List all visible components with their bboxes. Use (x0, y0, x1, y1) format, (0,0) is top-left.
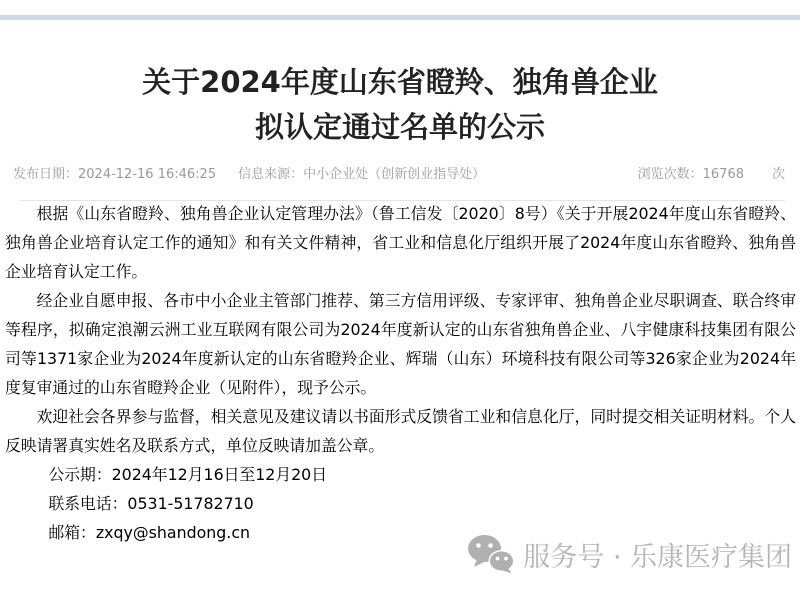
paragraph-feedback: 欢迎社会各界参与监督，相关意见及建议请以书面形式反馈省工业和信息化厅，同时提交相关证明材料。个人反映请署真实姓名及联系方式，单位反映请加盖公章。 (5, 407, 796, 455)
publish-date-value: 2024-12-16 16:46:25 (78, 167, 217, 182)
wechat-icon (467, 534, 515, 574)
watermark-text: 服务号 · 乐康医疗集团 (523, 541, 792, 573)
info-source (238, 163, 485, 182)
view-count (638, 163, 785, 182)
page-title-line-1: 关于2024年度山东省瞪羚、独角兽企业 (142, 65, 658, 99)
wechat-watermark (467, 534, 792, 574)
view-count-label: 浏览次数： (637, 167, 703, 182)
publish-date-label: 发布日期： (13, 167, 79, 182)
paragraph-determination: 经企业自愿申报、各市中小企业主管部门推荐、第三方信用评级、专家评审、独角兽企业尽职调查、联合终审等程序，拟确定浪潮云洲工业互联网有限公司为2024年度新认定的山东省独角兽企业、八宇健康科技集团有限公司等1371家企业为2024年度新认定的山东省瞪羚企业、辉瑞（山东）环境科技有限公司等326家企业为2024年度复审通过的山东省瞪羚企业（见附件），现予公示。 (5, 291, 796, 397)
page-title-line-2: 拟认定通过名单的公示 (254, 110, 545, 144)
publish-date (13, 163, 216, 182)
info-source-label: 信息来源： (238, 167, 304, 182)
view-count-unit: 次 (771, 167, 785, 182)
announcement-body (5, 199, 796, 547)
notice-period: 公示期：2024年12月16日至12月20日 (48, 465, 328, 484)
contact-phone: 联系电话：0531-51782710 (48, 494, 254, 513)
info-source-value: 中小企业处（创新创业指导处） (303, 167, 486, 182)
contact-email: 邮箱：zxqy@shandong.cn (48, 523, 251, 542)
meta-left-group (13, 163, 485, 182)
paragraph-basis: 根据《山东省瞪羚、独角兽企业认定管理办法》（鲁工信发〔2020〕8号）《关于开展2024年度山东省瞪羚、独角兽企业培育认定工作的通知》和有关文件精神，省工业和信息化厅组织开展了2024年度山东省瞪羚、独角兽企业培育认定工作。 (5, 204, 796, 281)
page-title (0, 60, 800, 150)
top-accent-bar (0, 15, 800, 20)
meta-row (13, 163, 785, 182)
view-count-value: 16768 (702, 167, 744, 182)
